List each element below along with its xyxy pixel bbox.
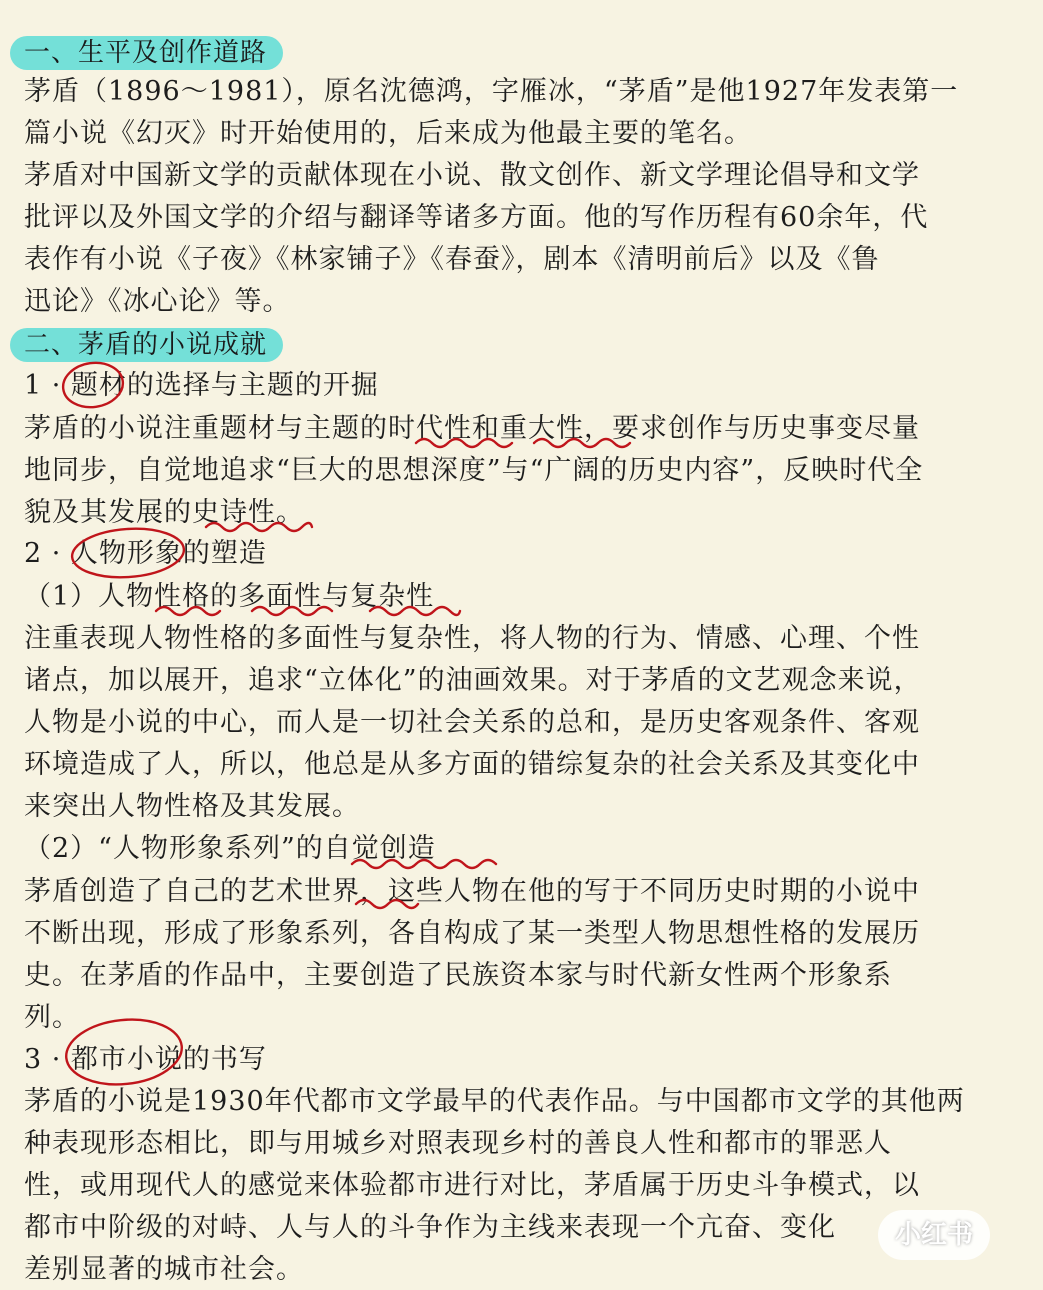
text-line: 茅盾的小说是1930年代都市文学最早的代表作品。与中国都市文学的其他两: [24, 1086, 965, 1117]
subheading-line: 3 · 都市小说的书写: [24, 1044, 267, 1075]
text-line: 环境造成了人，所以，他总是从多方面的错综复杂的社会关系及其变化中: [24, 749, 920, 780]
text-line: 茅盾（1896～1981），原名沈德鸿，字雁冰，“茅盾”是他1927年发表第一: [24, 76, 959, 107]
text-line: 史。在茅盾的作品中，主要创造了民族资本家与时代新女性两个形象系: [24, 960, 892, 991]
text-line: 来突出人物性格及其发展。: [24, 791, 360, 822]
text-line: 性，或用现代人的感觉来体验都市进行对比，茅盾属于历史斗争模式，以: [24, 1170, 920, 1201]
subheading-line: 2 · 人物形象的塑造: [24, 538, 267, 569]
text-line: 地同步，自觉地追求“巨大的思想深度”与“广阔的历史内容”，反映时代全: [24, 455, 924, 486]
text-line: 表作有小说《子夜》《林家铺子》《春蚕》，剧本《清明前后》以及《鲁: [24, 244, 880, 275]
text-line: 茅盾创造了自己的艺术世界，这些人物在他的写于不同历史时期的小说中: [24, 876, 920, 907]
section-heading-1: 一、生平及创作道路: [10, 36, 283, 70]
text-line: 注重表现人物性格的多面性与复杂性，将人物的行为、情感、心理、个性: [24, 623, 920, 654]
text-line: 篇小说《幻灭》时开始使用的，后来成为他最主要的笔名。: [24, 118, 752, 149]
watermark-logo: 小红书: [878, 1210, 990, 1260]
text-line: 差别显著的城市社会。: [24, 1254, 304, 1285]
text-line: 茅盾的小说注重题材与主题的时代性和重大性，要求创作与历史事变尽量: [24, 413, 920, 444]
text-line: 茅盾对中国新文学的贡献体现在小说、散文创作、新文学理论倡导和文学: [24, 160, 920, 191]
text-line: 都市中阶级的对峙、人与人的斗争作为主线来表现一个亢奋、变化: [24, 1212, 836, 1243]
text-line: 人物是小说的中心，而人是一切社会关系的总和，是历史客观条件、客观: [24, 707, 920, 738]
text-line: 列。: [24, 1002, 80, 1033]
text-line: 诸点，加以展开，追求“立体化”的油画效果。对于茅盾的文艺观念来说，: [24, 665, 922, 696]
subheading-line: （2）“人物形象系列”的自觉创造: [24, 833, 436, 864]
text-line: 迅论》《冰心论》等。: [24, 286, 291, 317]
text-line: 批评以及外国文学的介绍与翻译等诸多方面。他的写作历程有60余年，代: [24, 202, 929, 233]
text-line: 不断出现，形成了形象系列，各自构成了某一类型人物思想性格的发展历: [24, 918, 920, 949]
text-line: 种表现形态相比，即与用城乡对照表现乡村的善良人性和都市的罪恶人: [24, 1128, 892, 1159]
subheading-line: 1 · 题材的选择与主题的开掘: [24, 370, 379, 401]
text-line: 貌及其发展的史诗性。: [24, 497, 304, 528]
subheading-line: （1）人物性格的多面性与复杂性: [24, 581, 435, 612]
section-heading-2: 二、茅盾的小说成就: [10, 328, 283, 362]
